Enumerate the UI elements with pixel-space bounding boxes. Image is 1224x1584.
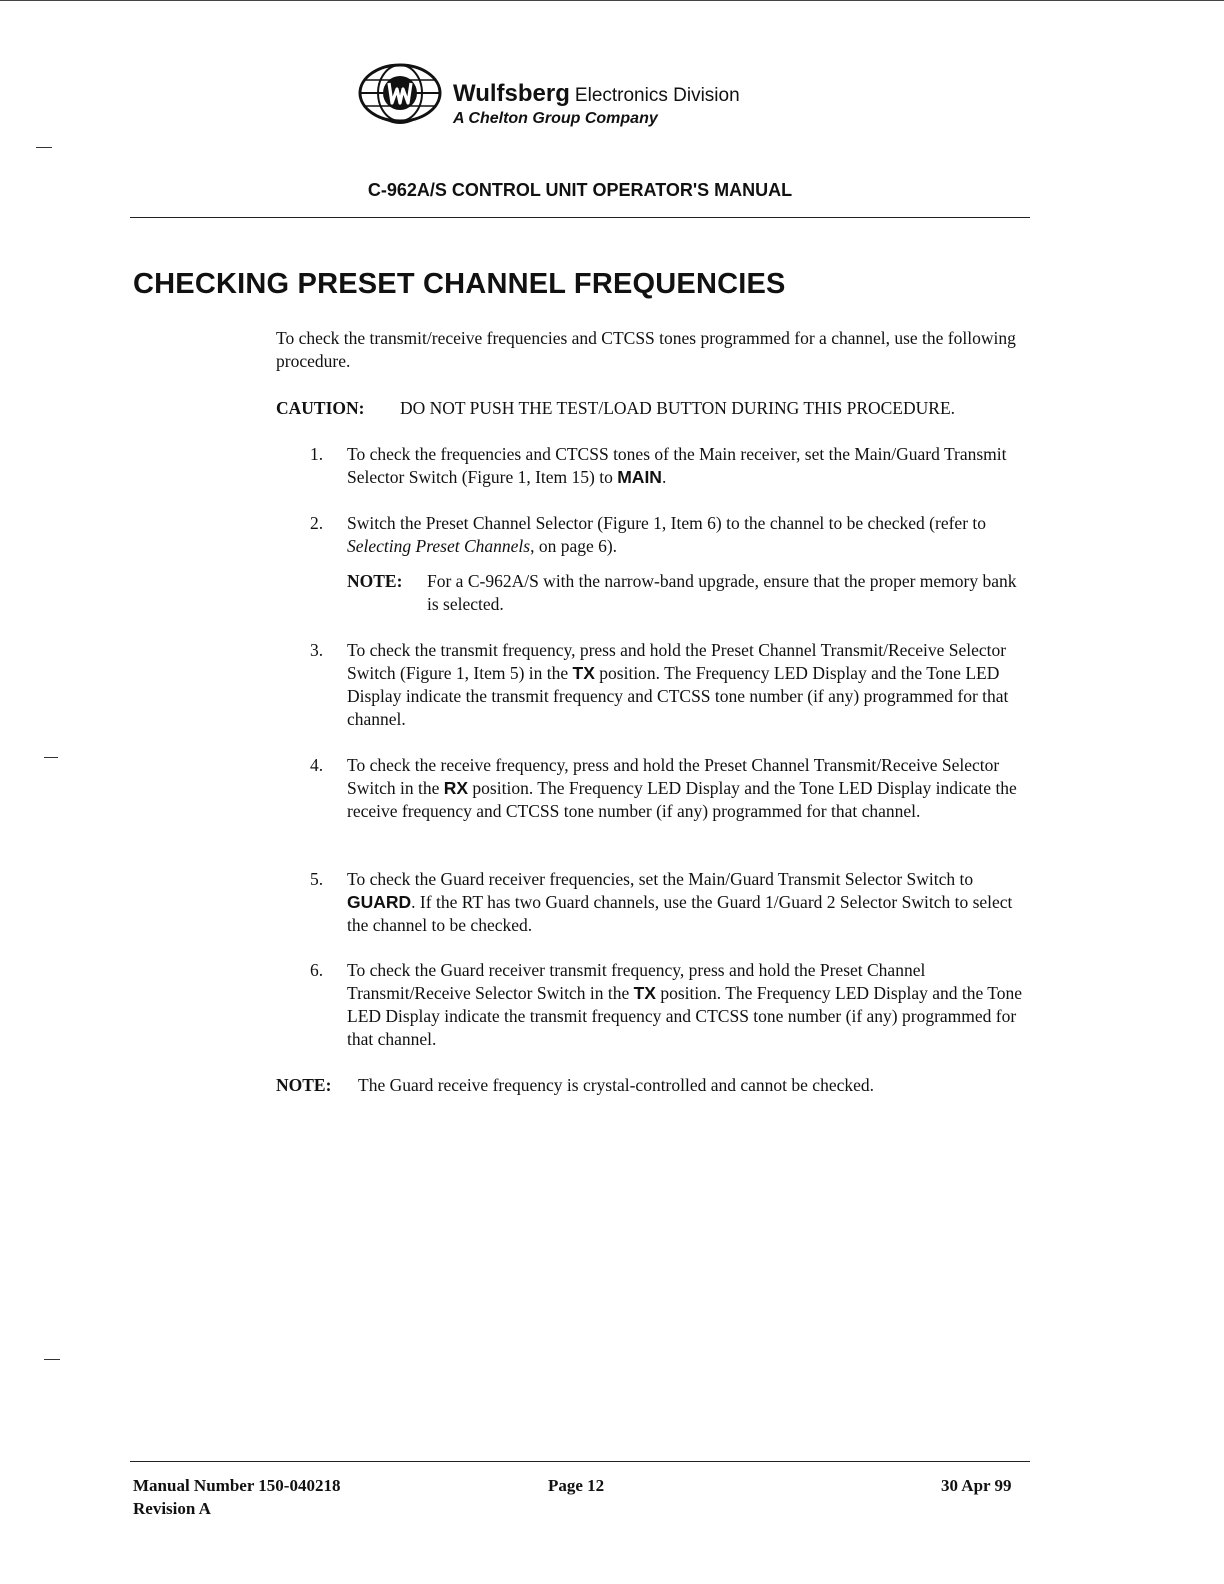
switch-position-label: GUARD	[347, 892, 412, 912]
step-text-part: position. The Frequency LED Display and the Tone LED Display indicate the transmit frequency and CTCSS tone number (if any) programmed for that channel.	[347, 983, 1023, 1049]
step-number: 3.	[310, 640, 324, 660]
step-number: 6.	[310, 960, 324, 980]
note-label: NOTE:	[276, 1075, 332, 1095]
page-bottom-edge	[0, 0, 1224, 1]
step-text-part: To check the Guard receiver frequencies, set the Main/Guard Transmit Selector Switch to	[347, 869, 974, 889]
step-note	[347, 570, 1027, 616]
step-text-part: position. The Frequency LED Display and the Tone LED Display indicate the transmit frequency and CTCSS tone number (if any) programmed for that channel.	[347, 663, 1009, 729]
procedure-step	[276, 959, 1026, 1051]
step-text	[347, 959, 1026, 1051]
cross-reference: Selecting Preset Channels	[347, 536, 531, 556]
step-text-part: To check the Guard receiver transmit frequency, press and hold the Preset Channel Transmit/Receive Selector Switch in the	[347, 960, 926, 1003]
procedure-step	[276, 443, 1026, 489]
procedure-step	[276, 868, 1026, 937]
brand-division: Electronics Division	[574, 85, 740, 106]
switch-position-label: MAIN	[617, 467, 662, 487]
caution-block	[276, 397, 1046, 420]
step-text-part: position. The Frequency LED Display and the Tone LED Display indicate the receive frequency and CTCSS tone number (if any) programmed for that channel.	[347, 778, 1017, 821]
note-label: NOTE:	[347, 571, 403, 591]
intro-paragraph: To check the transmit/receive frequencies and CTCSS tones programmed for a channel, use the following procedure.	[276, 328, 1016, 371]
note-text: For a C-962A/S with the narrow-band upgrade, ensure that the proper memory bank is selected.	[427, 571, 1017, 614]
margin-mark	[36, 147, 52, 148]
footer-divider	[130, 1461, 1030, 1462]
step-number: 2.	[310, 513, 324, 533]
switch-position-label: RX	[443, 778, 469, 798]
caution-text: DO NOT PUSH THE TEST/LOAD BUTTON DURING THIS PROCEDURE.	[400, 398, 956, 418]
step-text-part: To check the transmit frequency, press and hold the Preset Channel Transmit/Receive Selector Switch (Figure 1, Item 5) in the	[347, 640, 1007, 683]
step-text-part: To check the receive frequency, press and hold the Preset Channel Transmit/Receive Selector Switch in the	[347, 755, 1000, 798]
step-text	[347, 443, 1026, 489]
step-number: 5.	[310, 869, 324, 889]
footer-page-number: Page 12	[548, 1476, 605, 1495]
footer-manual-number: Manual Number 150-040218	[133, 1476, 341, 1495]
brand-tagline: A Chelton Group Company	[453, 110, 658, 127]
switch-position-label: TX	[572, 663, 595, 683]
footer-date: 30 Apr 99	[941, 1476, 1012, 1495]
step-text-part: To check the frequencies and CTCSS tones of the Main receiver, set the Main/Guard Transmit Selector Switch (Figure 1, Item 15) to	[347, 444, 1007, 487]
header-divider	[130, 217, 1030, 218]
step-text	[347, 754, 1026, 823]
manual-title: C-962A/S CONTROL UNIT OPERATOR'S MANUAL	[367, 180, 793, 200]
footer-revision: Revision A	[133, 1499, 211, 1518]
note-text: The Guard receive frequency is crystal-controlled and cannot be checked.	[358, 1075, 875, 1095]
step-number: 4.	[310, 755, 324, 775]
switch-position-label: TX	[633, 983, 656, 1003]
step-text	[347, 639, 1026, 731]
brand-name: Wulfsberg	[453, 80, 570, 107]
step-number: 1.	[310, 444, 324, 464]
procedure-step	[276, 512, 1026, 558]
caution-label: CAUTION:	[276, 398, 365, 418]
step-text-part: . If the RT has two Guard channels, use the Guard 1/Guard 2 Selector Switch to select the channel to be checked.	[347, 892, 1013, 935]
procedure-step	[276, 639, 1026, 731]
step-text-part: .	[661, 467, 667, 487]
margin-mark	[44, 757, 58, 758]
margin-mark	[44, 1359, 60, 1360]
step-text-part: , on page 6).	[530, 536, 618, 556]
final-note	[276, 1074, 1036, 1097]
page-title: CHECKING PRESET CHANNEL FREQUENCIES	[133, 268, 786, 300]
procedure-step	[276, 754, 1026, 823]
step-text	[347, 512, 1026, 558]
step-text	[347, 868, 1026, 937]
step-text-part: Switch the Preset Channel Selector (Figure 1, Item 6) to the channel to be checked (refer to	[347, 513, 987, 533]
wulfsberg-globe-logo-icon	[357, 63, 443, 127]
brand-line	[453, 80, 740, 108]
